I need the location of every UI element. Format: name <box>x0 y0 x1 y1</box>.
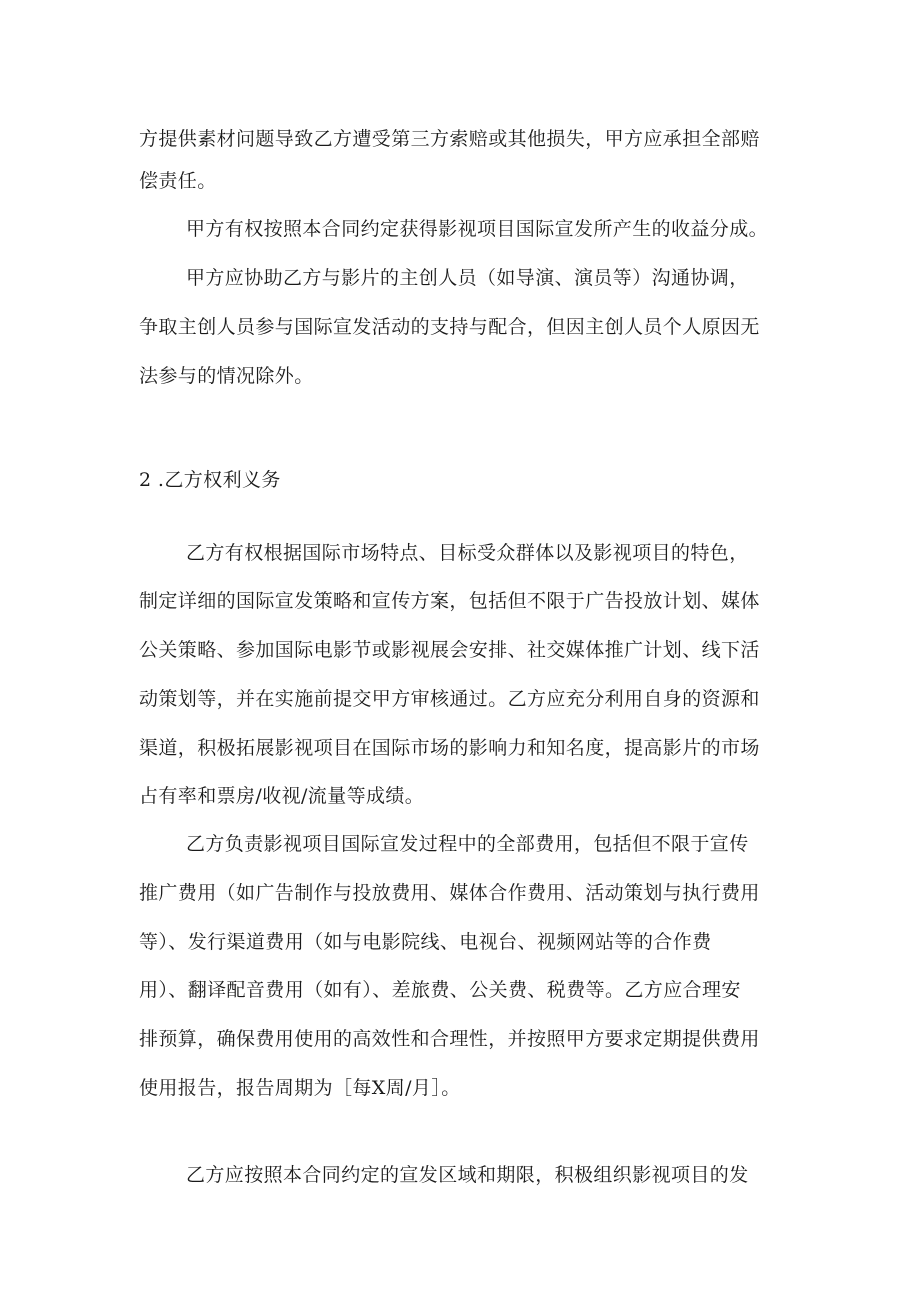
text-line: 排预算，确保费用使用的高效性和合理性，并按照甲方要求定期提供费用 <box>139 1028 760 1050</box>
text-line: 使用报告，报告周期为［每X周/月］。 <box>139 1077 461 1099</box>
text-line: 争取主创人员参与国际宣发活动的支持与配合，但因主创人员个人原因无 <box>139 316 760 338</box>
text-line: 公关策略、参加国际电影节或影视展会安排、社交媒体推广计划、线下活 <box>139 639 760 661</box>
text-line: 用）、翻译配音费用（如有）、差旅费、公关费、税费等。乙方应合理安 <box>139 979 741 1001</box>
text-line: 渠道，积极拓展影视项目在国际市场的影响力和知名度，提高影片的市场 <box>139 737 760 759</box>
text-line: 甲方应协助乙方与影片的主创人员（如导演、演员等）沟通协调， <box>186 267 749 289</box>
text-line: 乙方应按照本合同约定的宣发区域和期限，积极组织影视项目的发 <box>186 1164 749 1186</box>
text-line: 占有率和票房/收视/流量等成绩。 <box>139 785 425 807</box>
text-line: 甲方有权按照本合同约定获得影视项目国际宣发所产生的收益分成。 <box>186 218 769 240</box>
text-line: 动策划等，并在实施前提交甲方审核通过。乙方应充分利用自身的资源和 <box>139 688 760 710</box>
text-line: 乙方有权根据国际市场特点、目标受众群体以及影视项目的特色， <box>186 542 749 564</box>
text-line: 推广费用（如广告制作与投放费用、媒体合作费用、活动策划与执行费用 <box>139 882 760 904</box>
text-line: 方提供素材问题导致乙方遭受第三方索赔或其他损失，甲方应承担全部赔 <box>139 128 760 150</box>
text-line: 制定详细的国际宣发策略和宣传方案，包括但不限于广告投放计划、媒体 <box>139 590 760 612</box>
text-line: 乙方负责影视项目国际宣发过程中的全部费用，包括但不限于宣传 <box>186 833 749 855</box>
text-line: 法参与的情况除外。 <box>139 365 314 387</box>
text-line: 等）、发行渠道费用（如与电影院线、电视台、视频网站等的合作费 <box>139 931 712 953</box>
section-heading: 2 .乙方权利义务 <box>139 469 281 491</box>
text-line: 偿责任。 <box>139 170 217 192</box>
